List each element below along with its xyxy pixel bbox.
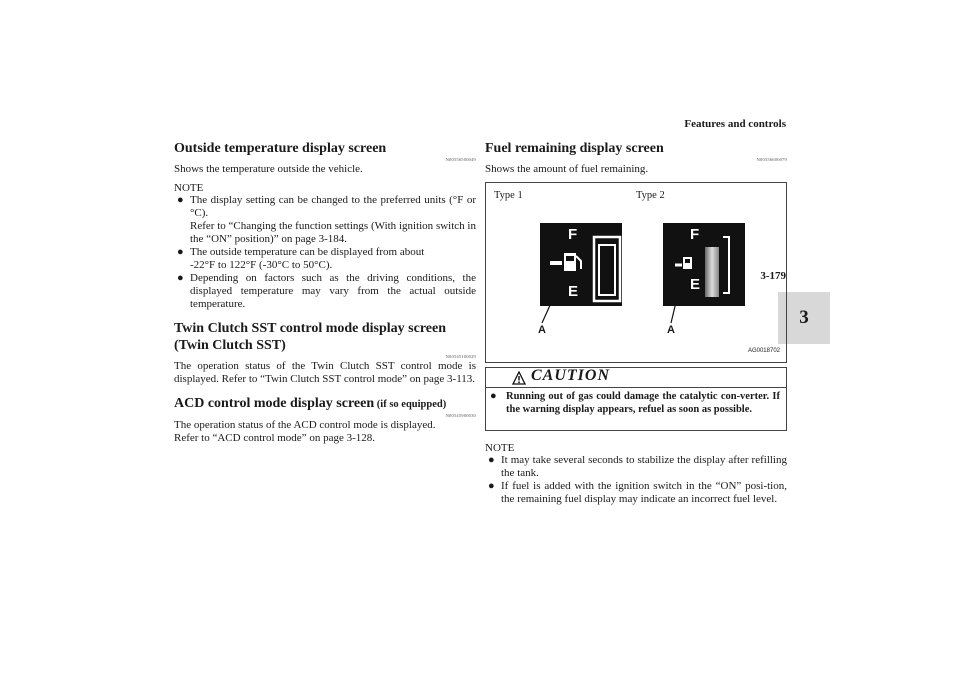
callout-a-type1: A — [538, 324, 546, 336]
chapter-tab: 3 — [778, 292, 830, 344]
right-column — [485, 140, 787, 506]
outside-temp-text: Shows the temperature outside the vehicle. — [174, 163, 363, 175]
note-bullet: ● The display setting can be changed to the preferred units (°F or °C). — [177, 194, 476, 219]
page-header: Features and controls — [684, 118, 786, 130]
acd-code: N00545900030 — [445, 413, 476, 418]
caution-title: CAUTION — [486, 368, 786, 388]
fuel-heading: Fuel remaining display screen — [485, 141, 664, 156]
acd-text-2: Refer to “ACD control mode” on page 3-128. — [174, 432, 375, 444]
outside-temp-heading: Outside temperature display screen — [174, 141, 387, 156]
callout-a-type2: A — [667, 324, 675, 336]
caution-box — [485, 367, 787, 431]
note-label: NOTE — [485, 442, 515, 454]
fuel-level-bar — [663, 223, 745, 306]
note-bullet: ● If fuel is added with the ignition switch in the “ON” posi-tion, the remaining fuel display may indicate an incorrect fuel level. — [488, 480, 787, 505]
twin-clutch-code: N00545100029 — [445, 354, 476, 359]
fuel-pump-icon — [540, 223, 622, 306]
outside-temp-code: N00556500049 — [445, 157, 476, 162]
fuel-text: Shows the amount of fuel remaining. — [485, 163, 649, 175]
acd-heading: ACD control mode display screen (if so equipped) — [174, 396, 447, 411]
warning-triangle-icon — [512, 371, 526, 385]
outside-temp-note — [174, 183, 476, 311]
fuel-display-figure — [485, 182, 787, 363]
type2-fuel-gauge: F E — [663, 223, 745, 306]
fuel-note — [485, 443, 787, 506]
figure-code: AG0018702 — [747, 348, 780, 354]
note-bullet: ● The outside temperature can be displayed from about — [177, 246, 425, 258]
note-bullet-continued: -22°F to 122°F (-30°C to 50°C). — [190, 259, 333, 271]
type1-label: Type 1 — [494, 190, 523, 201]
type2-label: Type 2 — [636, 190, 665, 201]
type1-fuel-gauge: F E — [540, 223, 622, 306]
note-label: NOTE — [174, 182, 204, 194]
twin-clutch-heading: Twin Clutch SST control mode display screen (Twin Clutch SST) — [174, 321, 447, 353]
twin-clutch-text: The operation status of the Twin Clutch SST control mode is displayed. Refer to “Twin Clutch SST control mode” on page 3-113. — [174, 360, 476, 385]
page-number: 3-179 — [760, 270, 786, 282]
note-bullet: ● Depending on factors such as the driving conditions, the displayed temperature may vary from the actual outside temperature. — [177, 272, 476, 310]
left-column — [174, 140, 476, 445]
fuel-code: N00556600079 — [756, 157, 787, 162]
acd-text-1: The operation status of the ACD control mode is displayed. — [174, 419, 436, 431]
note-bullet-continued: Refer to “Changing the function settings (With ignition switch in the “ON” position)” on page 3-184. — [190, 220, 476, 245]
note-bullet: ● It may take several seconds to stabilize the display after refilling the tank. — [488, 454, 787, 479]
caution-text: ● Running out of gas could damage the catalytic con-verter. If the warning display appears, refuel as soon as possible. — [490, 390, 780, 415]
